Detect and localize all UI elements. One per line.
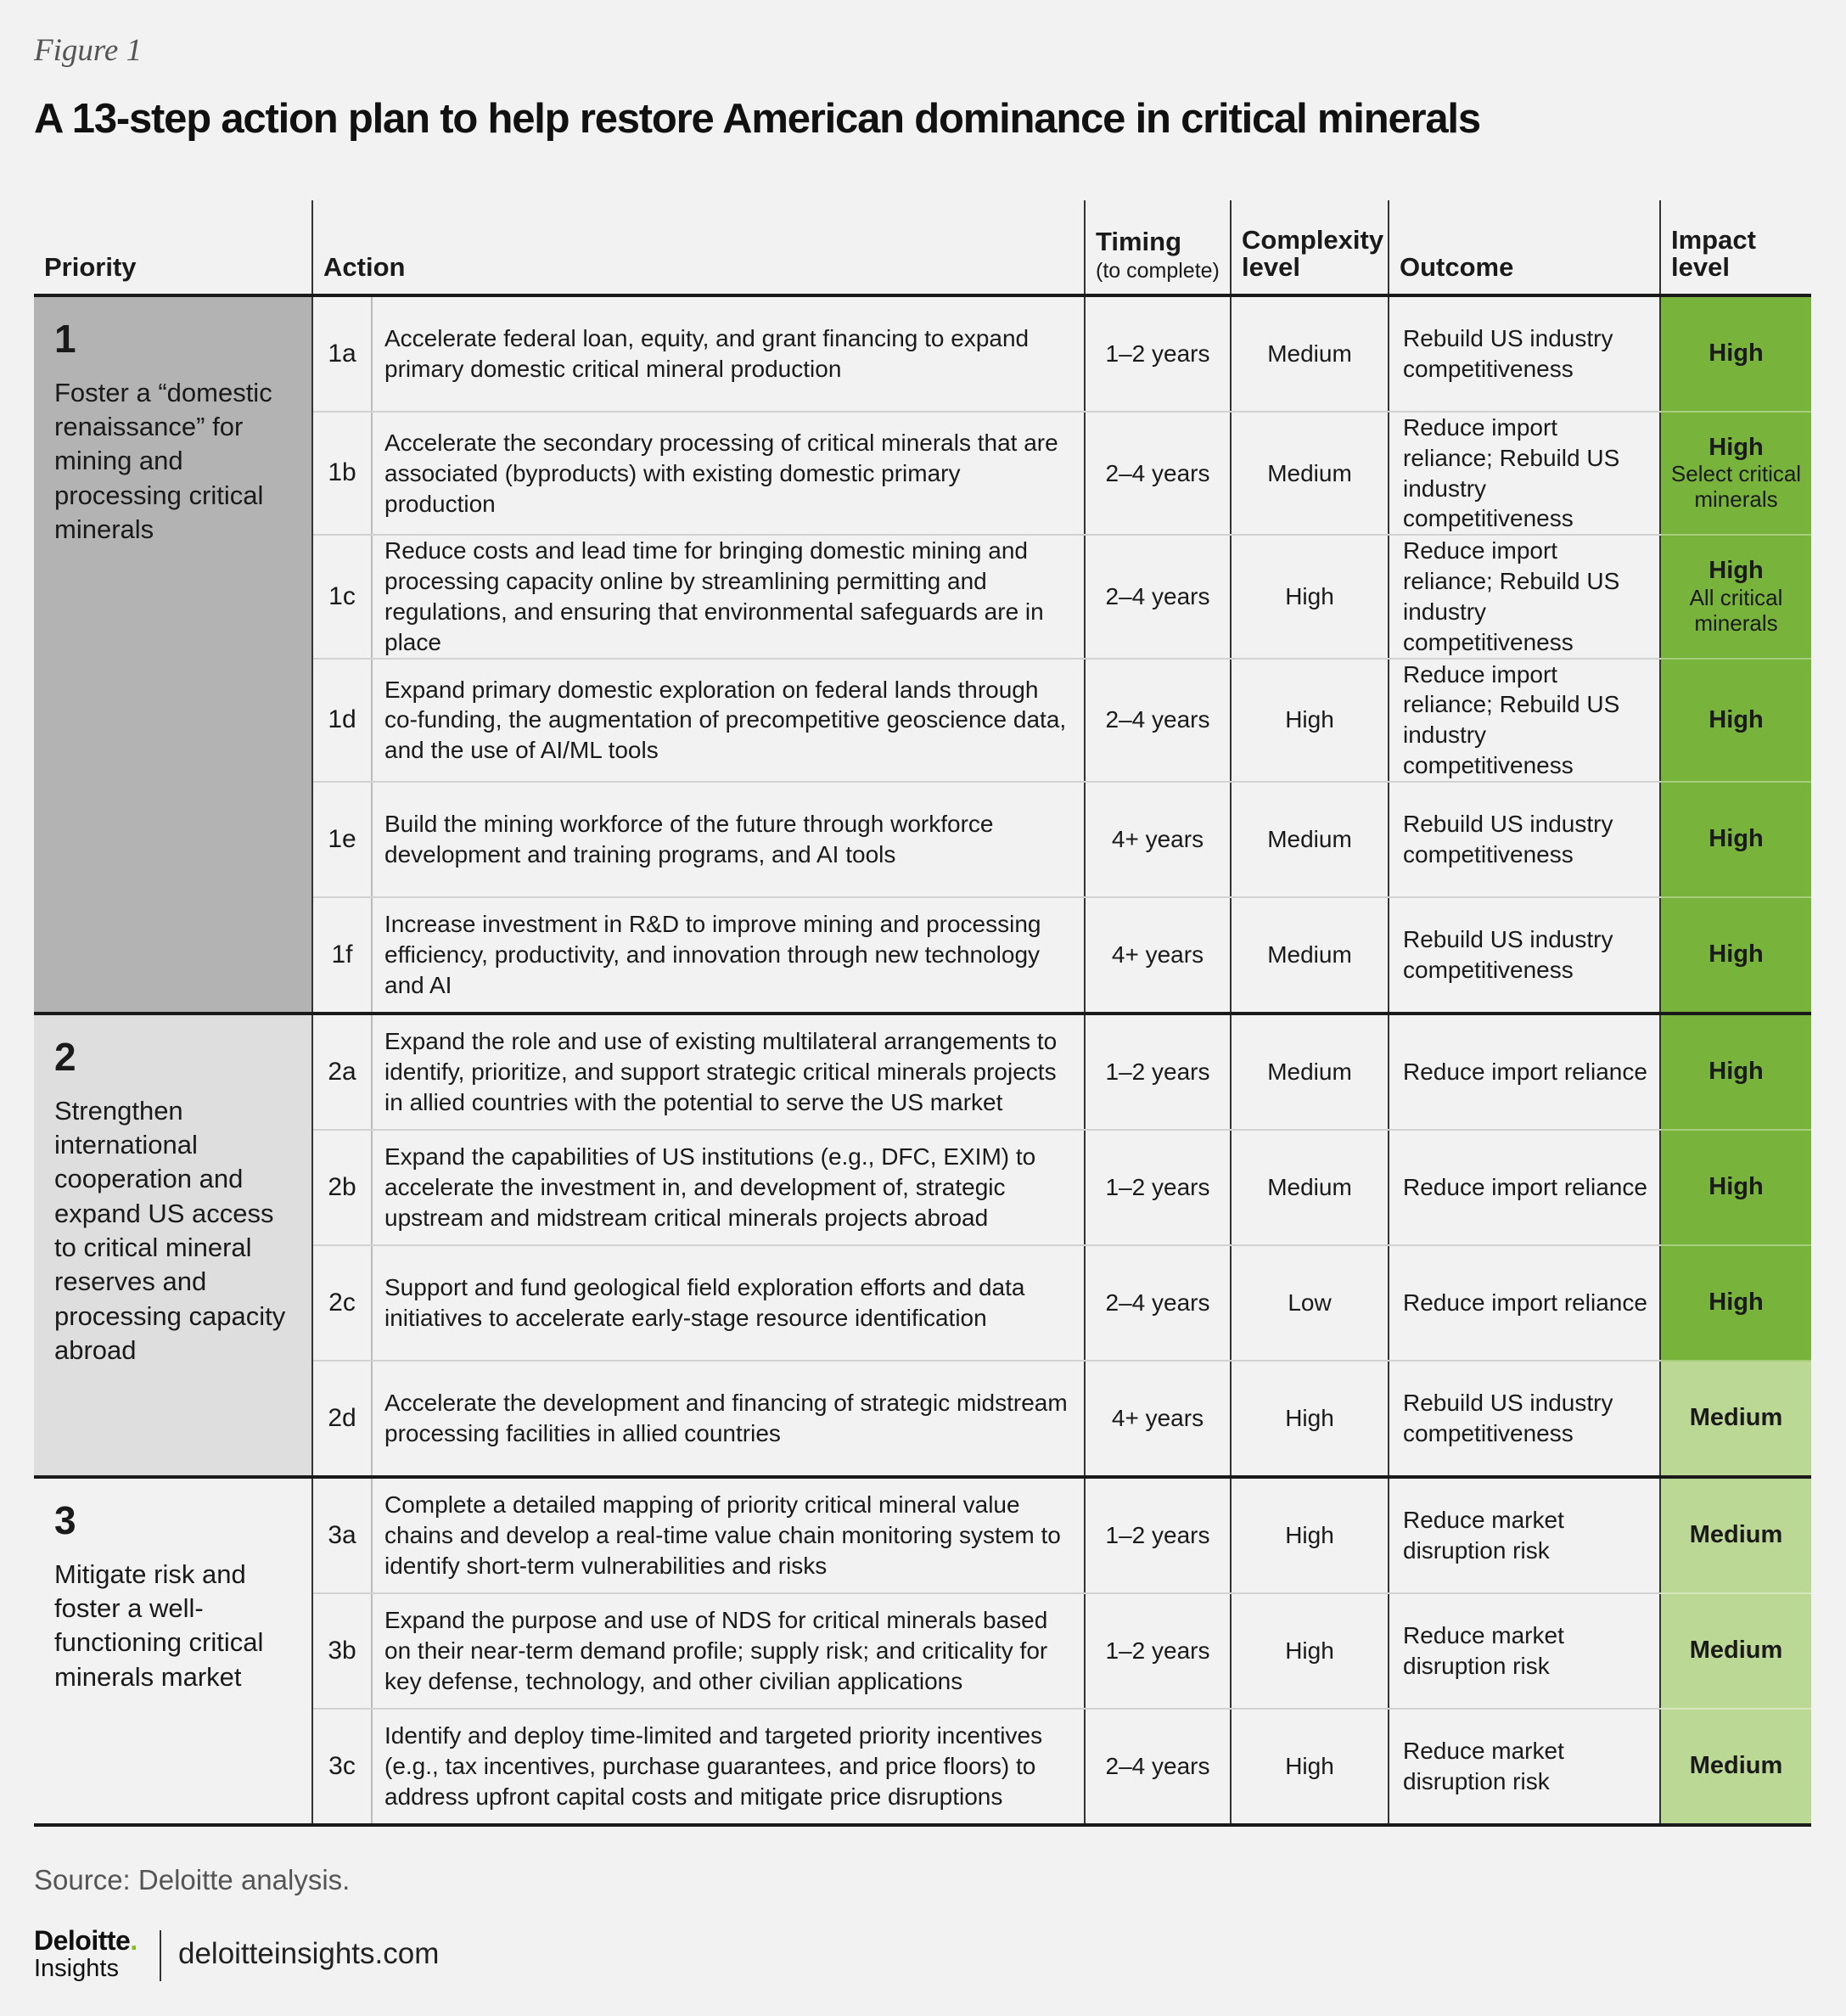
- action-text: Expand the purpose and use of NDS for critical minerals based on their near-term demand profile; supply risk; and criticality for key defense, technology, and other civilian applications: [372, 1593, 1085, 1709]
- outcome-cell: Rebuild US industry competitiveness: [1389, 782, 1660, 897]
- action-code: 1c: [312, 535, 372, 658]
- logo-dot: .: [130, 1925, 137, 1956]
- action-code: 1a: [312, 295, 372, 412]
- impact-cell: [1660, 412, 1811, 535]
- action-code: 3c: [312, 1709, 372, 1825]
- outcome-cell: Reduce import reliance: [1389, 1245, 1660, 1361]
- complexity-cell: Medium: [1231, 782, 1389, 897]
- impact-cell: [1660, 897, 1811, 1014]
- priority-cell-2: [34, 1014, 312, 1477]
- timing-cell: 2–4 years: [1085, 535, 1231, 658]
- priority-text: Mitigate risk and foster a well-functioning critical minerals market: [54, 1558, 264, 1692]
- figure-label: Figure 1: [34, 33, 143, 68]
- impact-cell: [1660, 1477, 1811, 1593]
- action-text: Expand the capabilities of US institutions (e.g., DFC, EXIM) to accelerate the investment in, and development of, strategic upstream and midstream critical minerals projects abroad: [372, 1130, 1085, 1245]
- complexity-cell: Low: [1231, 1245, 1389, 1361]
- priority-text: Strengthen international cooperation and expand US access to critical mineral reserves and processing capacity abroad: [54, 1095, 286, 1365]
- impact-cell: [1660, 1014, 1811, 1130]
- timing-cell: 4+ years: [1085, 782, 1231, 897]
- priority-cell-1: [34, 295, 312, 1014]
- impact-cell: [1660, 535, 1811, 658]
- impact-cell: [1660, 1709, 1811, 1825]
- timing-cell: 1–2 years: [1085, 1477, 1231, 1593]
- outcome-cell: Reduce import reliance: [1389, 1130, 1660, 1245]
- complexity-cell: High: [1231, 1477, 1389, 1593]
- action-text: Build the mining workforce of the future through workforce development and training programs, and AI tools: [372, 782, 1085, 897]
- impact-level: High: [1709, 434, 1764, 462]
- outcome-cell: Reduce import reliance: [1389, 1014, 1660, 1130]
- impact-note: Select critical minerals: [1670, 461, 1802, 513]
- impact-cell: [1660, 1130, 1811, 1245]
- timing-cell: 4+ years: [1085, 1361, 1231, 1477]
- action-code: 2c: [312, 1245, 372, 1361]
- outcome-cell: Reduce import reliance; Rebuild US industry competitiveness: [1389, 535, 1660, 658]
- site-url[interactable]: deloitteinsights.com: [178, 1937, 440, 1970]
- impact-level: High: [1709, 941, 1764, 969]
- outcome-cell: Reduce import reliance; Rebuild US industry competitiveness: [1389, 659, 1660, 782]
- impact-level: High: [1709, 1173, 1764, 1201]
- timing-cell: 2–4 years: [1085, 1709, 1231, 1825]
- impact-level: High: [1709, 557, 1764, 585]
- logo-wordmark: [34, 1927, 153, 1954]
- timing-cell: 2–4 years: [1085, 659, 1231, 782]
- deloitte-insights-logo: [34, 1927, 153, 1981]
- impact-note: All critical minerals: [1689, 584, 1783, 636]
- action-text: Increase investment in R&D to improve mining and processing efficiency, productivity, and innovation through new technology and AI: [372, 897, 1085, 1014]
- action-code: 2a: [312, 1014, 372, 1130]
- timing-cell: 1–2 years: [1085, 1014, 1231, 1130]
- table-row: [34, 1477, 1811, 1593]
- complexity-cell: High: [1231, 1361, 1389, 1477]
- action-text: Expand the role and use of existing multilateral arrangements to identify, prioritize, and support strategic critical minerals projects in allied countries with the potential to serve the US market: [372, 1014, 1085, 1130]
- complexity-cell: Medium: [1231, 1014, 1389, 1130]
- impact-level: Medium: [1689, 1637, 1783, 1665]
- header-outcome: Outcome: [1389, 200, 1660, 295]
- impact-level: Medium: [1689, 1752, 1783, 1780]
- priority-text: Foster a “domestic renaissance” for mining and processing critical minerals: [54, 377, 272, 545]
- timing-cell: 2–4 years: [1085, 1245, 1231, 1361]
- action-code: 1f: [312, 897, 372, 1014]
- outcome-cell: Reduce market disruption risk: [1389, 1709, 1660, 1825]
- action-code: 3a: [312, 1477, 372, 1593]
- action-text: Accelerate federal loan, equity, and grant financing to expand primary domestic critical mineral production: [372, 295, 1085, 412]
- table-body: [34, 295, 1811, 1825]
- source-note: Source: Deloitte analysis.: [34, 1864, 351, 1895]
- timing-cell: 4+ years: [1085, 897, 1231, 1014]
- impact-cell: [1660, 659, 1811, 782]
- action-text: Complete a detailed mapping of priority critical mineral value chains and develop a real-time value chain monitoring system to identify short-term vulnerabilities and risks: [372, 1477, 1085, 1593]
- table-row: [34, 1014, 1811, 1130]
- complexity-cell: Medium: [1231, 295, 1389, 412]
- priority-number: 1: [54, 317, 76, 361]
- impact-level: Medium: [1689, 1521, 1783, 1549]
- complexity-cell: High: [1231, 1709, 1389, 1825]
- action-code: 1b: [312, 412, 372, 535]
- complexity-cell: High: [1231, 659, 1389, 782]
- outcome-cell: Reduce import reliance; Rebuild US industry competitiveness: [1389, 412, 1660, 535]
- header-action: Action: [312, 200, 1085, 295]
- outcome-cell: Rebuild US industry competitiveness: [1389, 897, 1660, 1014]
- logo-word: Deloitte: [34, 1925, 131, 1956]
- outcome-cell: Rebuild US industry competitiveness: [1389, 1361, 1660, 1477]
- impact-level: High: [1709, 1289, 1764, 1317]
- action-text: Support and fund geological field exploration efforts and data initiatives to accelerate early-stage resource identification: [372, 1245, 1085, 1361]
- impact-level: High: [1709, 1058, 1764, 1086]
- outcome-cell: Reduce market disruption risk: [1389, 1477, 1660, 1593]
- header-timing-sub: (to complete): [1096, 258, 1220, 283]
- complexity-cell: Medium: [1231, 412, 1389, 535]
- impact-level: High: [1709, 340, 1764, 368]
- priority-number: 2: [54, 1034, 76, 1079]
- action-code: 1e: [312, 782, 372, 897]
- header-timing: [1085, 200, 1231, 295]
- header-impact: Impact level: [1660, 200, 1811, 295]
- action-code: 2d: [312, 1361, 372, 1477]
- outcome-cell: Rebuild US industry competitiveness: [1389, 295, 1660, 412]
- impact-cell: [1660, 1361, 1811, 1477]
- timing-cell: 1–2 years: [1085, 1130, 1231, 1245]
- complexity-cell: High: [1231, 1593, 1389, 1709]
- action-text: Reduce costs and lead time for bringing domestic mining and processing capacity online by streamlining permitting and regulations, and ensuring that environmental safeguards are in place: [372, 535, 1085, 658]
- complexity-cell: High: [1231, 535, 1389, 658]
- action-text: Accelerate the secondary processing of critical minerals that are associated (byproducts) with existing domestic primary production: [372, 412, 1085, 535]
- footer-divider: [160, 1930, 161, 1981]
- action-plan-table: [34, 200, 1811, 1827]
- action-code: 3b: [312, 1593, 372, 1709]
- action-text: Identify and deploy time-limited and targeted priority incentives (e.g., tax incentives, purchase guarantees, and price floors) to address upfront capital costs and mitigate price disruptions: [372, 1709, 1085, 1825]
- complexity-cell: Medium: [1231, 1130, 1389, 1245]
- action-text: Accelerate the development and financing of strategic midstream processing facilities in allied countries: [372, 1361, 1085, 1477]
- impact-level: Medium: [1689, 1404, 1783, 1432]
- impact-level: High: [1709, 825, 1764, 853]
- impact-cell: [1660, 1593, 1811, 1709]
- priority-number: 3: [54, 1497, 76, 1542]
- header-timing-label: Timing: [1096, 227, 1182, 257]
- complexity-cell: Medium: [1231, 897, 1389, 1014]
- action-code: 2b: [312, 1130, 372, 1245]
- impact-cell: [1660, 782, 1811, 897]
- table-row: [34, 295, 1811, 412]
- impact-cell: [1660, 295, 1811, 412]
- impact-level: High: [1709, 705, 1764, 733]
- timing-cell: 1–2 years: [1085, 1593, 1231, 1709]
- header-row: [34, 200, 1811, 295]
- impact-cell: [1660, 1245, 1811, 1361]
- header-priority: Priority: [34, 200, 312, 295]
- header-complexity: Complexity level: [1231, 200, 1389, 295]
- action-text: Expand primary domestic exploration on federal lands through co-funding, the augmentation of precompetitive geoscience data, and the use of AI/ML tools: [372, 659, 1085, 782]
- timing-cell: 2–4 years: [1085, 412, 1231, 535]
- logo-subtitle: Insights: [34, 1955, 119, 1982]
- outcome-cell: Reduce market disruption risk: [1389, 1593, 1660, 1709]
- priority-cell-3: [34, 1477, 312, 1825]
- timing-cell: 1–2 years: [1085, 295, 1231, 412]
- figure-title: A 13-step action plan to help restore American dominance in critical minerals: [34, 96, 1480, 142]
- action-code: 1d: [312, 659, 372, 782]
